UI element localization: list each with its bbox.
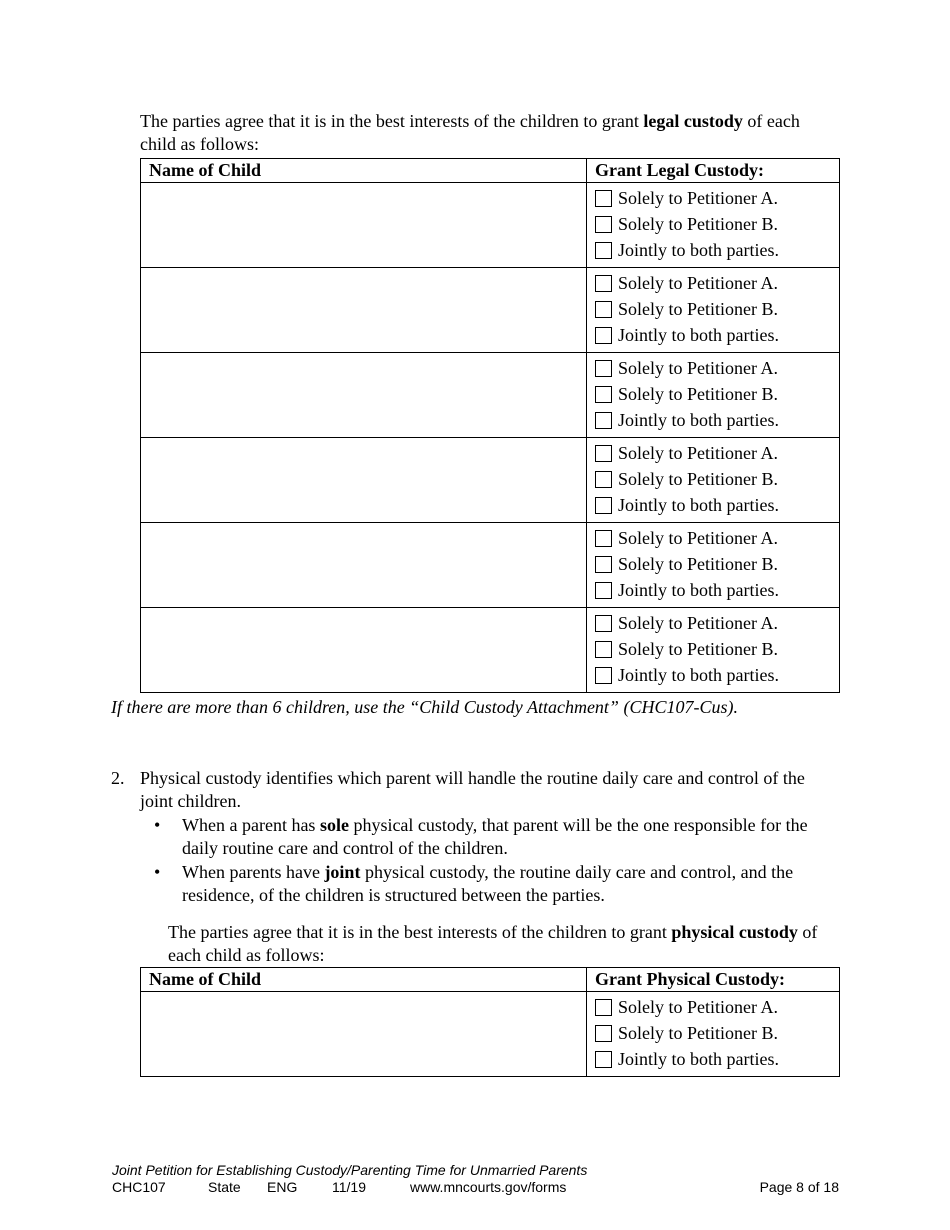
bullet-icon: • [154,815,161,835]
bullet-text: When parents have [182,862,325,882]
checkbox[interactable] [595,1025,612,1042]
custody-option[interactable] [595,466,839,492]
custody-option[interactable] [595,296,839,322]
option-label: Jointly to both parties. [618,409,779,430]
option-label: Solely to Petitioner B. [618,298,778,319]
bullet-icon: • [154,862,161,882]
physical-options-cell [587,992,840,1077]
checkbox[interactable] [595,445,612,462]
bullet-text-end: physical custody, the routine daily care and control, and the residence, of the children is structured between the parties. [182,862,794,905]
checkbox[interactable] [595,216,612,233]
column-header-grant: Grant Legal Custody: [587,159,840,183]
checkbox[interactable] [595,327,612,344]
column-header-grant: Grant Physical Custody: [587,968,840,992]
footer-jurisdiction: State [208,1179,241,1195]
bullet-bold-term: sole [319,815,349,835]
footer-page-number: Page 8 of 18 [759,1179,839,1195]
custody-option[interactable] [595,381,839,407]
table-row [141,268,840,353]
legal-options-cell [587,353,840,438]
column-header-name: Name of Child [141,968,587,992]
option-label: Solely to Petitioner A. [618,996,778,1017]
more-children-note: If there are more than 6 children, use the “Child Custody Attachment” (CHC107-Cus). [111,697,738,717]
physical-custody-intro [168,921,848,967]
option-label: Jointly to both parties. [618,494,779,515]
custody-option[interactable] [595,525,839,551]
legal-options-cell [587,438,840,523]
footer-website: www.mncourts.gov/forms [410,1179,567,1195]
custody-option[interactable] [595,237,839,263]
option-label: Solely to Petitioner A. [618,612,778,633]
checkbox[interactable] [595,582,612,599]
intro-text-end: of each child as follows: [140,111,800,154]
physical-custody-item [111,767,841,908]
table-row [141,608,840,693]
footer-revision: 11/19 [332,1179,366,1195]
custody-option[interactable] [595,994,839,1020]
checkbox[interactable] [595,471,612,488]
custody-option[interactable] [595,407,839,433]
legal-child-name-field[interactable] [141,608,587,693]
physical-table-body [141,992,840,1077]
option-label: Jointly to both parties. [618,579,779,600]
legal-custody-intro [140,110,840,156]
custody-option[interactable] [595,577,839,603]
table-header-row [141,968,840,992]
footer-form-title: Joint Petition for Establishing Custody/Parenting Time for Unmarried Parents [112,1162,588,1178]
column-header-name: Name of Child [141,159,587,183]
option-label: Jointly to both parties. [618,664,779,685]
custody-option[interactable] [595,211,839,237]
checkbox[interactable] [595,556,612,573]
option-label: Solely to Petitioner A. [618,272,778,293]
custody-option[interactable] [595,636,839,662]
table-header-row [141,159,840,183]
custody-option[interactable] [595,492,839,518]
option-label: Jointly to both parties. [618,1048,779,1069]
option-label: Jointly to both parties. [618,324,779,345]
legal-child-name-field[interactable] [141,268,587,353]
intro-bold-term: legal custody [643,111,743,131]
footer-language: ENG [267,1179,298,1195]
option-label: Jointly to both parties. [618,239,779,260]
bullet-list [111,814,841,907]
legal-options-cell [587,608,840,693]
checkbox[interactable] [595,301,612,318]
checkbox[interactable] [595,530,612,547]
legal-child-name-field[interactable] [141,438,587,523]
list-item [154,814,841,860]
item-text: Physical custody identifies which parent will handle the routine daily care and control of the joint children. [140,768,805,811]
legal-options-cell [587,183,840,268]
bullet-bold-term: joint [324,862,361,882]
checkbox[interactable] [595,242,612,259]
bullet-text: When a parent has [182,815,320,835]
checkbox[interactable] [595,641,612,658]
checkbox[interactable] [595,615,612,632]
option-label: Solely to Petitioner B. [618,638,778,659]
legal-child-name-field[interactable] [141,523,587,608]
option-label: Solely to Petitioner B. [618,468,778,489]
checkbox[interactable] [595,497,612,514]
checkbox[interactable] [595,360,612,377]
option-label: Solely to Petitioner A. [618,187,778,208]
custody-option[interactable] [595,662,839,688]
intro-bold-term: physical custody [671,922,798,942]
custody-option[interactable] [595,322,839,348]
legal-table-body [141,183,840,693]
table-row [141,438,840,523]
checkbox[interactable] [595,999,612,1016]
checkbox[interactable] [595,667,612,684]
intro-text-end: of each child as follows: [168,922,818,965]
custody-option[interactable] [595,270,839,296]
checkbox[interactable] [595,190,612,207]
option-label: Solely to Petitioner A. [618,357,778,378]
page-footer [112,1162,839,1196]
option-label: Solely to Petitioner B. [618,553,778,574]
list-item [154,861,841,907]
legal-options-cell [587,523,840,608]
table-row [141,523,840,608]
legal-custody-table [140,158,840,693]
checkbox[interactable] [595,275,612,292]
custody-option[interactable] [595,1046,839,1072]
bullet-text-end: physical custody, that parent will be the one responsible for the daily routine care and control of the children. [182,815,808,858]
checkbox[interactable] [595,412,612,429]
physical-custody-table [140,967,840,1077]
custody-option[interactable] [595,185,839,211]
custody-option[interactable] [595,1020,839,1046]
custody-option[interactable] [595,551,839,577]
footer-form-code: CHC107 [112,1179,166,1195]
custody-option[interactable] [595,610,839,636]
table-row [141,992,840,1077]
option-label: Solely to Petitioner A. [618,442,778,463]
table-row [141,353,840,438]
custody-option[interactable] [595,355,839,381]
intro-text: The parties agree that it is in the best interests of the children to grant [140,111,644,131]
item-number: 2. [111,768,125,788]
custody-option[interactable] [595,440,839,466]
legal-child-name-field[interactable] [141,353,587,438]
table-row [141,183,840,268]
option-label: Solely to Petitioner B. [618,1022,778,1043]
intro-text: The parties agree that it is in the best interests of the children to grant [168,922,672,942]
legal-options-cell [587,268,840,353]
checkbox[interactable] [595,1051,612,1068]
physical-child-name-field[interactable] [141,992,587,1077]
checkbox[interactable] [595,386,612,403]
option-label: Solely to Petitioner B. [618,383,778,404]
option-label: Solely to Petitioner B. [618,213,778,234]
option-label: Solely to Petitioner A. [618,527,778,548]
legal-child-name-field[interactable] [141,183,587,268]
